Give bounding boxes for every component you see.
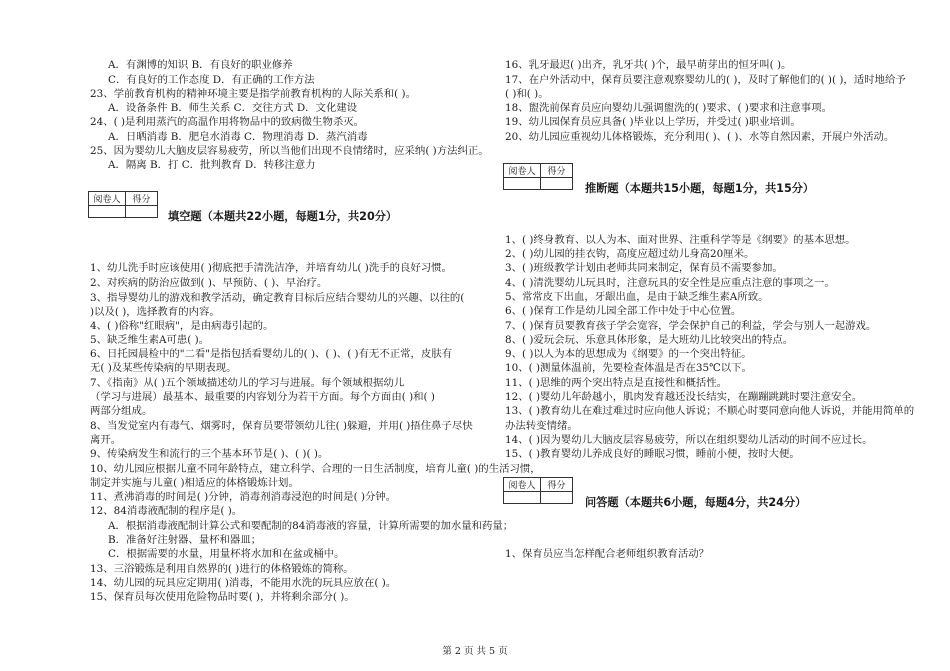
question-line: 23、学前教育机构的精神环境主要是指学前教育机构的人际关系和( )。 xyxy=(90,88,416,100)
blank-line: 4、( )俗称"红眼病"，是由病毒引起的。 xyxy=(90,320,274,332)
judgement-line: 1、( )终身教育、以人为本、面对世界、注重科学等是《纲要》的基本思想。 xyxy=(505,234,856,246)
question-line: A．隔离 B．打 C．批判教育 D．转移注意力 xyxy=(108,159,316,171)
score-cell[interactable] xyxy=(541,178,573,190)
question-line: C．有良好的工作态度 D．有正确的工作方法 xyxy=(108,74,315,86)
judgement-line: 9、( )以人为本的思想成为《纲要》的一个突出特征。 xyxy=(505,348,752,360)
question-line: 16、乳牙最迟( )出齐，乳牙共( )个，最早萌芽出的恒牙叫( )。 xyxy=(505,59,792,71)
section-title-judgement: 推断题（本题共15小题，每题1分，共15分） xyxy=(585,182,815,195)
judgement-line: 8、( )爱玩会玩、乐意具体形象，是大班幼儿比较突出的特点。 xyxy=(505,334,794,346)
judgement-line: 2、( )幼儿园的挂衣钩，高度应超过幼儿身高20厘米。 xyxy=(505,248,755,260)
blank-line: 8、当发觉室内有毒气、烟雾时，保育员要带领幼儿往( )躲避，并用( )捂住鼻子尽快 xyxy=(90,420,473,432)
judgement-line: 办法转变情绪。 xyxy=(505,420,578,432)
blank-line: A．根据消毒液配制计算公式和要配制的84消毒液的容量，计算所需要的加水量和药量； xyxy=(108,520,514,532)
question-line: 18、盥洗前保育员应向婴幼儿强调盥洗的( )要求、( )要求和注意事项。 xyxy=(505,102,832,114)
blank-line: 7、《指南》从( )五个领域描述幼儿的学习与进展。每个领域根据幼儿 xyxy=(90,377,405,389)
judgement-line: 14、( )因为婴幼儿大脑皮层容易疲劳，所以在组织婴幼儿活动的时间不应过长。 xyxy=(505,434,873,446)
blank-line: B．准备好注射器、量杯和器皿； xyxy=(108,534,262,546)
blank-line: 12、84消毒液配制的程序是( )。 xyxy=(90,505,243,517)
question-line: ( )和( )。 xyxy=(505,88,549,100)
question-line: 20、幼儿园应重视幼儿体格锻炼，充分利用( )、( )、水等自然因素，开展户外活动。 xyxy=(505,131,895,143)
question-line: 25、因为婴幼儿大脑皮层容易疲劳，所以当他们出现不良情绪时，应采纳( )方法纠正。 xyxy=(90,145,489,157)
score-label: 得分 xyxy=(126,192,158,206)
blank-line: 10、幼儿园应根据儿童不同年龄特点，建立科学、合理的一日生活制度，培育儿童( )的生活习惯， xyxy=(90,463,541,475)
blank-line: 无( )及某些传染病的早期表现。 xyxy=(90,362,237,374)
question-line: A．设备条件 B．师生关系 C．交往方式 D．文化建设 xyxy=(108,102,358,114)
section-title-fill-blank: 填空题（本题共22小题，每题1分，共20分） xyxy=(168,210,398,223)
blank-line: 13、三浴锻炼是利用自然界的( )进行的体格锻炼的简称。 xyxy=(90,563,354,575)
score-cell[interactable] xyxy=(126,206,158,218)
judgement-line: 11、( )思维的两个突出特点是直接性和概括性。 xyxy=(505,377,728,389)
blank-line: 9、传染病发生和流行的三个基本环节是( )、( )( )。 xyxy=(90,448,329,460)
page-footer: 第 2 页 共 5 页 xyxy=(442,646,508,657)
blank-line: 14、幼儿园的玩具应定期用( )消毒，不能用水洗的玩具应放在( )。 xyxy=(90,577,397,589)
blank-line: 制定并实施与儿童( )相适应的体格锻炼计划。 xyxy=(90,477,299,489)
question-line: 17、在户外活动中，保育员要注意观察婴幼儿的( )，及时了解他们的( )( )，适时地给予 xyxy=(505,74,906,86)
score-label: 得分 xyxy=(541,478,573,492)
score-cell[interactable] xyxy=(541,492,573,504)
judgement-line: 13、( )教育幼儿在难过难过时应向他人诉说；不顺心时要同意向他人诉说，并能用简单的 xyxy=(505,405,915,417)
reviewer-cell[interactable] xyxy=(89,206,126,218)
blank-line: 11、煮沸消毒的时间是( )分钟，消毒剂消毒浸泡的时间是( )分钟。 xyxy=(90,491,397,503)
reviewer-label: 阅卷人 xyxy=(504,164,541,178)
score-box xyxy=(503,477,573,504)
judgement-line: 3、( )班级教学计划由老师共同来制定，保育员不需要参加。 xyxy=(505,262,783,274)
reviewer-cell[interactable] xyxy=(504,178,541,190)
blank-line: C．根据需要的水量，用量杯将水加和在盆或桶中。 xyxy=(108,548,345,560)
judgement-line: 12、( )婴幼儿年龄越小，肌肉发育越还没长结实，在蹦蹦跳跳时要注意安全。 xyxy=(505,391,863,403)
blank-line: 1、幼儿洗手时应该使用( )彻底把手清洗洁净，并培育幼儿( )洗手的良好习惯。 xyxy=(90,262,452,274)
section-title-qa: 问答题（本题共6小题，每题4分，共24分） xyxy=(585,496,807,509)
qa-line: 1、保育员应当怎样配合老师组织教育活动？ xyxy=(505,548,710,560)
judgement-line: 6、( )保育工作是幼儿园全部工作中处于中心位置。 xyxy=(505,305,742,317)
blank-line: 两部分组成。 xyxy=(90,405,153,417)
judgement-line: 10、( )测量体温前，先要检查体温是否在35℃以下。 xyxy=(505,362,752,374)
blank-line: 2、对疾病的防治应做到( )、早预防、( )、早治疗。 xyxy=(90,277,328,289)
blank-line: 15、保育员每次使用危险物品时要( )，并将剩余部分( )。 xyxy=(90,591,355,603)
judgement-line: 7、( )保育员要教育孩子学会宽容，学会保护自己的利益，学会与别人一起游戏。 xyxy=(505,320,877,332)
reviewer-cell[interactable] xyxy=(504,492,541,504)
score-box xyxy=(88,191,158,218)
blank-line: 5、缺乏维生素A可患( )。 xyxy=(90,334,210,346)
reviewer-label: 阅卷人 xyxy=(504,478,541,492)
blank-line: 3、指导婴幼儿的游戏和教学活动，确定教育目标后应结合婴幼儿的兴趣、以往的( )以及( )，选择教育的内容。 xyxy=(90,292,465,318)
judgement-line: 4、( )清洗婴幼儿玩具时，注意玩具的安全性是应重点注意的事项之一。 xyxy=(505,277,835,289)
blank-line: （学习与进展）最基本、最重要的内容划分为若干方面。每个方面由( )和( ) xyxy=(90,391,435,403)
judgement-line: 5、常常皮下出血，牙龈出血，是由于缺乏维生素A所致。 xyxy=(505,291,769,303)
score-box xyxy=(503,163,573,190)
question-line: 19、幼儿园保育员应具备( )毕业以上学历，并受过( )职业培训。 xyxy=(505,116,801,128)
question-line: 24、( )是利用蒸汽的高温作用将物品中的致病微生物杀灭。 xyxy=(90,116,365,128)
question-line: A．有渊博的知识 B．有良好的职业修养 xyxy=(108,59,293,71)
question-line: A．日晒消毒 B．肥皂水消毒 C．物理消毒 D．蒸汽消毒 xyxy=(108,131,368,143)
score-label: 得分 xyxy=(541,164,573,178)
reviewer-label: 阅卷人 xyxy=(89,192,126,206)
judgement-line: 15、( )教育婴幼儿养成良好的睡眠习惯，睡前小便，按时大便。 xyxy=(505,448,800,460)
blank-line: 离开。 xyxy=(90,434,122,446)
blank-line: 6、日托园晨检中的"二看"是指包括看婴幼儿的( )、( )、( )有无不正常，皮肤有 xyxy=(90,348,453,360)
